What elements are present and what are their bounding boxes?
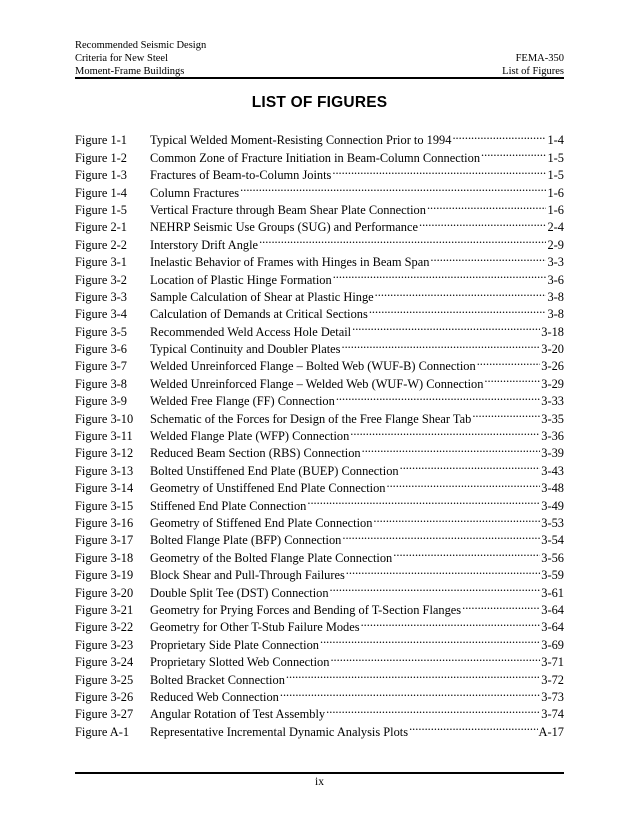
figure-number: Figure 3-21	[75, 602, 134, 617]
page-number: ix	[315, 776, 324, 788]
dot-leader	[259, 231, 546, 248]
running-header	[75, 39, 564, 78]
figure-page-number: 3-26	[541, 359, 564, 374]
figure-number: Figure 3-4	[75, 307, 127, 322]
figure-page-number: 3-39	[541, 446, 564, 461]
figure-number: Figure 2-1	[75, 220, 127, 235]
figure-number: Figure 1-1	[75, 133, 127, 148]
dot-leader	[307, 492, 540, 509]
figure-title: Typical Welded Moment-Resisting Connection Prior to 1994	[150, 133, 452, 148]
dot-leader	[326, 701, 540, 718]
figure-page-number: 3-53	[541, 515, 564, 530]
dot-leader	[481, 144, 546, 161]
figure-title: NEHRP Seismic Use Groups (SUG) and Performance	[150, 220, 418, 235]
header-document-title-line-3: Moment-Frame Buildings	[75, 66, 185, 77]
figure-title: Geometry of the Bolted Flange Plate Connection	[150, 550, 393, 565]
dot-leader	[393, 544, 540, 561]
dot-leader	[427, 197, 547, 214]
footer-divider	[75, 772, 564, 774]
dot-leader	[386, 475, 540, 492]
header-divider	[75, 77, 564, 79]
figure-page-number: 3-73	[541, 689, 564, 704]
figure-title: Bolted Flange Plate (BFP) Connection	[150, 533, 342, 548]
figure-page-number: 2-9	[547, 237, 564, 252]
dot-leader	[350, 423, 540, 440]
figure-number: Figure 3-16	[75, 515, 134, 530]
figure-number: Figure 3-12	[75, 446, 134, 461]
dot-leader	[346, 562, 541, 579]
dot-leader	[286, 666, 540, 683]
figure-title: Welded Flange Plate (WFP) Connection	[150, 429, 350, 444]
page-title: LIST OF FIGURES	[251, 94, 388, 111]
figure-page-number: 3-72	[541, 672, 564, 687]
dot-leader	[330, 579, 541, 596]
dot-leader	[477, 353, 541, 370]
figure-title: Bolted Unstiffened End Plate (BUEP) Connection	[150, 463, 399, 478]
dot-leader	[342, 527, 540, 544]
figure-title: Sample Calculation of Shear at Plastic Hinge	[150, 289, 374, 304]
dot-leader	[369, 301, 547, 318]
figure-page-number: 3-29	[541, 376, 564, 391]
figure-number: Figure 3-15	[75, 498, 134, 513]
figure-title: Geometry of Stiffened End Plate Connection	[150, 515, 373, 530]
figure-page-number: 3-61	[541, 585, 564, 600]
figure-title: Block Shear and Pull-Through Failures	[150, 568, 345, 583]
figure-title: Geometry of Unstiffened End Plate Connection	[150, 481, 386, 496]
figure-number: Figure 3-23	[75, 637, 134, 652]
figure-number: Figure 3-17	[75, 533, 134, 548]
header-document-title-line-2: Criteria for New Steel	[75, 53, 169, 64]
dot-leader	[341, 336, 540, 353]
header-section-name: List of Figures	[502, 66, 564, 77]
figure-page-number: 3-6	[547, 272, 564, 287]
figure-number: Figure 3-7	[75, 359, 127, 374]
figure-page-number: 1-5	[547, 150, 564, 165]
dot-leader	[362, 440, 541, 457]
figure-page-number: 1-4	[547, 133, 564, 148]
dot-leader	[336, 388, 540, 405]
figure-title: Proprietary Side Plate Connection	[150, 637, 319, 652]
dot-leader	[330, 649, 540, 666]
dot-leader	[472, 405, 540, 422]
figure-page-number: 3-18	[541, 324, 564, 339]
figure-page-number: 3-33	[541, 394, 564, 409]
figure-number: Figure 3-24	[75, 655, 134, 670]
figure-title: Reduced Beam Section (RBS) Connection	[150, 446, 361, 461]
dot-leader	[462, 597, 540, 614]
figure-title: Stiffened End Plate Connection	[150, 498, 307, 513]
figure-number: Figure 3-20	[75, 585, 134, 600]
dot-leader	[352, 318, 540, 335]
figure-title: Column Fractures	[150, 185, 240, 200]
figure-page-number: 3-69	[541, 637, 564, 652]
figure-page-number: 3-20	[541, 342, 564, 357]
figure-number: Figure 3-6	[75, 342, 127, 357]
figure-title: Double Split Tee (DST) Connection	[150, 585, 329, 600]
figure-title: Welded Unreinforced Flange – Bolted Web (WUF-B) Connection	[150, 359, 476, 374]
figure-page-number: 2-4	[547, 220, 564, 235]
figure-number: Figure 3-8	[75, 376, 127, 391]
figure-number: Figure 2-2	[75, 237, 127, 252]
figure-list-entry[interactable]	[75, 127, 564, 148]
figure-title: Geometry for Other T-Stub Failure Modes	[150, 620, 360, 635]
dot-leader	[419, 214, 547, 231]
figure-title: Fractures of Beam-to-Column Joints	[150, 168, 332, 183]
header-document-title-line-1: Recommended Seismic Design	[75, 40, 207, 51]
figure-number: Figure 3-13	[75, 463, 134, 478]
figure-page-number: 3-59	[541, 568, 564, 583]
figure-number: Figure 1-2	[75, 150, 127, 165]
figure-title: Typical Continuity and Doubler Plates	[150, 342, 341, 357]
figure-title: Bolted Bracket Connection	[150, 672, 285, 687]
figure-number: Figure 3-2	[75, 272, 127, 287]
figure-title: Reduced Web Connection	[150, 689, 279, 704]
figure-page-number: 3-56	[541, 550, 564, 565]
figure-number: Figure A-1	[75, 724, 130, 739]
dot-leader	[375, 284, 547, 301]
figure-number: Figure 3-14	[75, 481, 134, 496]
figure-number: Figure 3-3	[75, 289, 127, 304]
header-row-1	[75, 39, 564, 52]
figure-title: Angular Rotation of Test Assembly	[150, 707, 326, 722]
dot-leader	[452, 127, 546, 144]
figure-page-number: 3-71	[541, 655, 564, 670]
figure-title: Representative Incremental Dynamic Analysis Plots	[150, 724, 409, 739]
figure-number: Figure 3-5	[75, 324, 127, 339]
figure-page-number: 3-36	[541, 429, 564, 444]
dot-leader	[332, 162, 546, 179]
figure-title: Welded Free Flange (FF) Connection	[150, 394, 335, 409]
figure-title: Calculation of Demands at Critical Sections	[150, 307, 368, 322]
figure-title: Vertical Fracture through Beam Shear Plate Connection	[150, 202, 426, 217]
figure-page-number: 3-48	[541, 481, 564, 496]
figure-page-number: 3-35	[541, 411, 564, 426]
figure-number: Figure 3-10	[75, 411, 134, 426]
figure-title: Schematic of the Forces for Design of the Free Flange Shear Tab	[150, 411, 472, 426]
figure-list	[75, 127, 564, 739]
dot-leader	[409, 718, 537, 735]
dot-leader	[430, 249, 546, 266]
figure-page-number: 3-64	[541, 602, 564, 617]
figure-page-number: 1-6	[547, 185, 564, 200]
figure-title: Welded Unreinforced Flange – Welded Web (WUF-W) Connection	[150, 376, 484, 391]
figure-page-number: 3-74	[541, 707, 564, 722]
figure-number: Figure 3-27	[75, 707, 134, 722]
dot-leader	[280, 684, 540, 701]
figure-page-number: 3-8	[547, 307, 564, 322]
figure-number: Figure 3-11	[75, 429, 133, 444]
figure-title: Proprietary Slotted Web Connection	[150, 655, 330, 670]
figure-title: Interstory Drift Angle	[150, 237, 259, 252]
figure-page-number: 3-64	[541, 620, 564, 635]
dot-leader	[240, 179, 546, 196]
figure-number: Figure 3-26	[75, 689, 134, 704]
figure-number: Figure 3-18	[75, 550, 134, 565]
figure-page-number: 1-6	[547, 202, 564, 217]
dot-leader	[484, 370, 540, 387]
figure-number: Figure 3-19	[75, 568, 134, 583]
figure-number: Figure 3-22	[75, 620, 134, 635]
dot-leader	[400, 457, 541, 474]
figure-page-number: 3-49	[541, 498, 564, 513]
figure-number: Figure 3-1	[75, 255, 127, 270]
figure-page-number: 1-5	[547, 168, 564, 183]
header-row-2	[75, 52, 564, 65]
figure-title: Inelastic Behavior of Frames with Hinges in Beam Span	[150, 255, 430, 270]
figure-number: Figure 1-4	[75, 185, 127, 200]
header-document-number: FEMA-350	[515, 53, 564, 64]
figure-number: Figure 1-5	[75, 202, 127, 217]
figure-page-number: A-17	[538, 724, 564, 739]
dot-leader	[320, 631, 540, 648]
figure-page-number: 3-43	[541, 463, 564, 478]
dot-leader	[333, 266, 547, 283]
figure-title: Recommended Weld Access Hole Detail	[150, 324, 352, 339]
figure-page-number: 3-3	[547, 255, 564, 270]
figure-number: Figure 3-25	[75, 672, 134, 687]
figure-number: Figure 1-3	[75, 168, 127, 183]
figure-title: Common Zone of Fracture Initiation in Beam-Column Connection	[150, 150, 481, 165]
figure-number: Figure 3-9	[75, 394, 127, 409]
figure-title: Location of Plastic Hinge Formation	[150, 272, 332, 287]
figure-page-number: 3-54	[541, 533, 564, 548]
dot-leader	[373, 510, 540, 527]
dot-leader	[361, 614, 541, 631]
figure-page-number: 3-8	[547, 289, 564, 304]
figure-title: Geometry for Prying Forces and Bending of T-Section Flanges	[150, 602, 462, 617]
